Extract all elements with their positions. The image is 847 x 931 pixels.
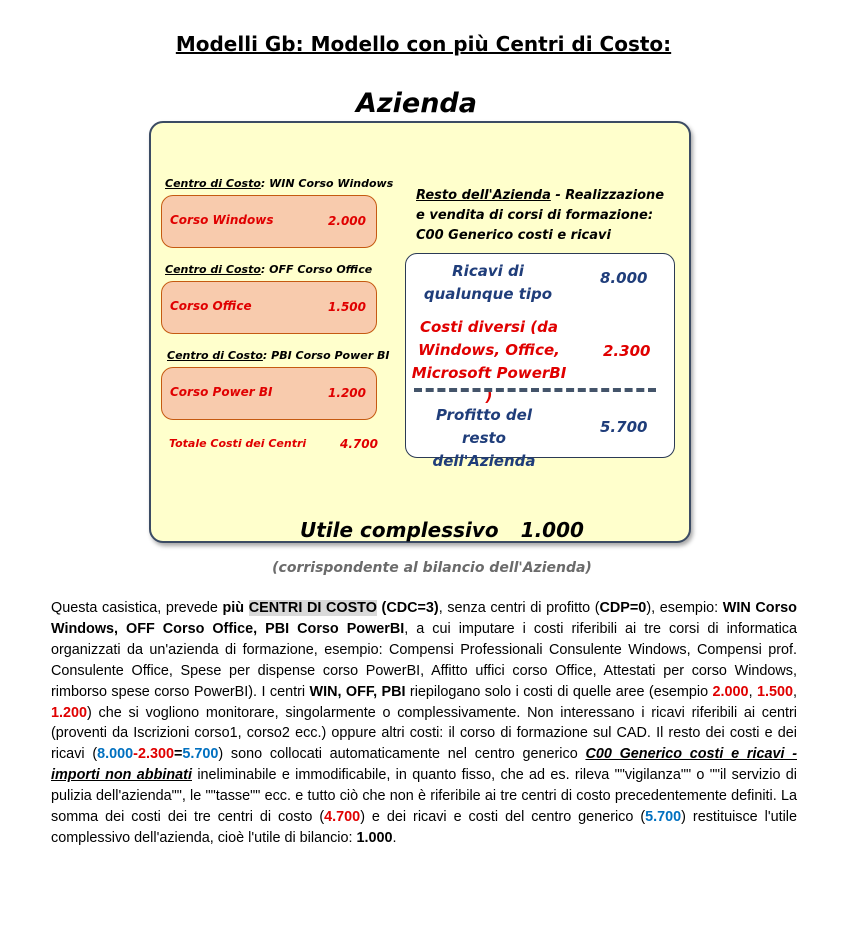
cost-center-name: Corso Windows <box>170 213 274 227</box>
total-costs-value: 4.700 <box>340 437 378 451</box>
total-costs-label: Totale Costi dei Centri <box>169 437 307 450</box>
description-paragraph: Questa casistica, prevede più CENTRI DI COSTO (CDC=3), senza centri di profitto (CDP=0), esempio: WIN Corso Windows, OFF Corso Office, PBI Corso PowerBI, a cui imputare i costi riferibili ai tre corsi di informatica organizzati da un'azienda di formazione, esempio: Compensi Professionali Consulente Windows, Compensi prof. Consulente Office, Spese per dispense corso PowerBI, Affitto uffici corso Office, Attestati per corso Windows, rimborso spese corso PowerBI). I centri WIN, OFF, PBI riepilogano solo i costi di quelle aree (esempio 2.000, 1.500, 1.200) che si vogliono monitorare, singolarmente o complessivamente. Non interessano i ricavi riferibili ai centri (proventi da Iscrizioni corso1, corso2 ecc.) oppure altri costi: il corso di formazione sul CAD. Il resto dei costi e dei ricavi (8.000-2.300=5.700) sono collocati automaticamente nel centro generico C00 Generico costi e ricavi - importi non abbinati ineliminabile e immodificabile, in quanto fisso, che ad es. rileva ""vigilanza"" o ""il servizio di pulizia dell'azienda"", le ""tasse"" ecc. e tutto ciò che non è riferibile ai tre centri di costo precedentemente definiti. La somma dei costi dei tre centri di costo (4.700) e dei ricavi e costi del centro generico (5.700) restituisce l'utile complessivo dell'azienda, cioè l'utile di bilancio: 1.000. <box>51 600 798 846</box>
cost-center-value: 2.000 <box>328 214 366 228</box>
cost-center-box-pbi <box>161 367 377 420</box>
utile-complessivo: Utile complessivo 1.000 <box>300 518 584 542</box>
revenue-value: 8.000 <box>600 269 648 287</box>
company-title: Azienda <box>356 88 477 119</box>
cost-center-box-win <box>161 195 377 248</box>
cost-center-label-pbi: Centro di Costo: PBI Corso Power BI <box>167 349 390 362</box>
costs-value: 2.300 <box>603 342 651 360</box>
rest-description: Resto dell'Azienda - Realizzazione e vendita di corsi di formazione: C00 Generico costi e ricavi <box>416 188 665 243</box>
revenue-label: Ricavi di qualunque tipo <box>423 262 553 303</box>
costs-label: Costi diversi (da Windows, Office, Microsoft PowerBI ) <box>411 318 567 405</box>
profit-label: Profitto del resto dell'Azienda <box>432 406 536 470</box>
caption: (corrispondente al bilancio dell'Azienda) <box>272 560 592 576</box>
cost-center-name: Corso Power BI <box>170 385 273 399</box>
separator-dashes <box>414 388 656 392</box>
cost-center-name: Corso Office <box>170 299 252 313</box>
cost-center-value: 1.500 <box>328 300 366 314</box>
cost-center-box-off <box>161 281 377 334</box>
page-title: Modelli Gb: Modello con più Centri di Costo: <box>175 32 672 56</box>
cost-center-label-win: Centro di Costo: WIN Corso Windows <box>165 177 394 190</box>
cost-center-label-off: Centro di Costo: OFF Corso Office <box>165 263 373 276</box>
profit-value: 5.700 <box>600 418 648 436</box>
cost-center-value: 1.200 <box>328 386 366 400</box>
